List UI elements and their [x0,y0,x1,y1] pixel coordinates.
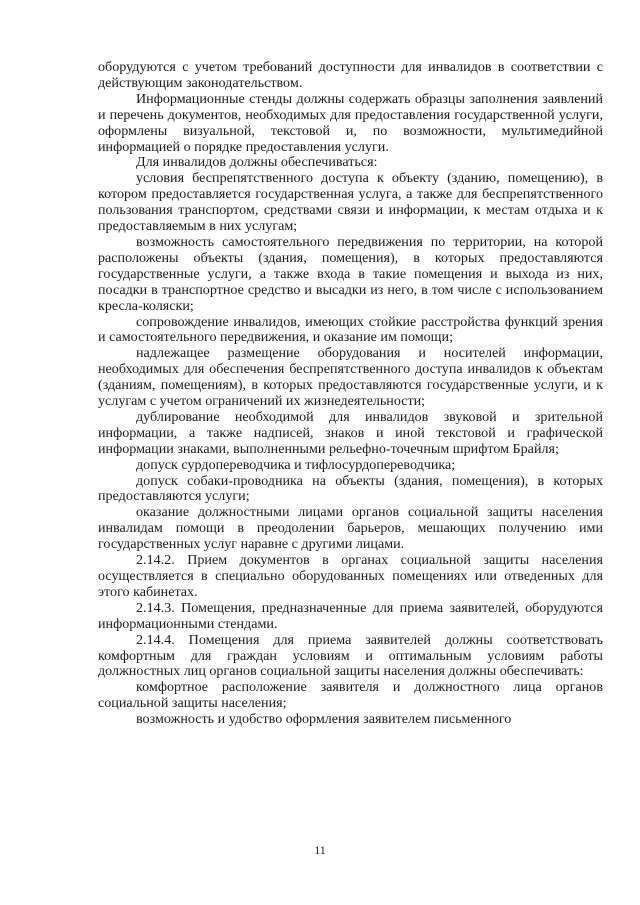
paragraph-3: Для инвалидов должны обеспечиваться: [136,154,378,171]
paragraph-4: условия беспрепятственного доступа к объекту (зданию, помещению), в котором предоставляется государственная услуга, а также для беспрепятственного пользования транспортом, средствами связи и информации, к местам отдыха и к предоставляемым в них услугам; [98,170,603,235]
paragraph-6: сопровождение инвалидов, имеющих стойкие расстройства функций зрения и самостоятельного передвижения, и оказание им помощи; [98,313,603,346]
paragraph-12: 2.14.2. Прием документов в органах социальной защиты населения осуществляется в специально оборудованных помещениях или отведенных для этого кабинетах. [98,552,603,600]
paragraph-1: оборудуются с учетом требований доступности для инвалидов в соответствии с действующим законодательством. [98,59,603,91]
paragraph-15: комфортное расположение заявителя и должностного лица органов социальной защиты населения; [98,679,603,712]
paragraph-5: возможность самостоятельного передвижения по территории, на которой расположены объекты (здания, помещения), в которых предоставляются государственные услуги, а также входа в такие помещения и выхода из них, посадки в транспортное средство и высадки из него, в том числе с использованием кресла-коляски; [98,233,603,314]
paragraph-13: 2.14.3. Помещения, предназначенные для приема заявителей, оборудуются информационными стендами. [98,599,603,632]
paragraph-14: 2.14.4. Помещения для приема заявителей должны соответствовать комфортным для граждан условиям и оптимальным условиям работы должностных лиц органов социальной защиты населения должны обеспечивать: [98,631,603,680]
paragraph-8: дублирование необходимой для инвалидов звуковой и зрительной информации, а также надписей, знаков и иной текстовой и графической информации знаками, выполненными рельефно-точечным шрифтом Брайля; [98,408,603,457]
paragraph-11: оказание должностными лицами органов социальной защиты населения инвалидам помощи в преодолении барьеров, мешающих получению ими государственных услуг наравне с другими лицами. [98,504,603,553]
paragraph-9: допуск сурдопереводчика и тифлосурдопереводчика; [136,456,456,473]
page-number: 11 [314,843,326,857]
paragraph-7: надлежащее размещение оборудования и носителей информации, необходимых для обеспечения беспрепятственного доступа инвалидов к объектам (зданиям, помещениям), в которых предоставляются государственные услуги, и к услугам с учетом ограничений их жизнедеятельности; [98,345,603,410]
paragraph-10: допуск собаки-проводника на объекты (здания, помещения), в которых предоставляются услуги; [98,472,603,505]
body-text [98,60,603,728]
paragraph-16: возможность и удобство оформления заявителем письменного [136,711,512,728]
paragraph-2: Информационные стенды должны содержать образцы заполнения заявлений и перечень документов, необходимых для предоставления государственной услуги, оформлены визуальной, текстовой и, по возможности, мультимедийной информацией о порядке предоставления услуги. [98,90,603,155]
